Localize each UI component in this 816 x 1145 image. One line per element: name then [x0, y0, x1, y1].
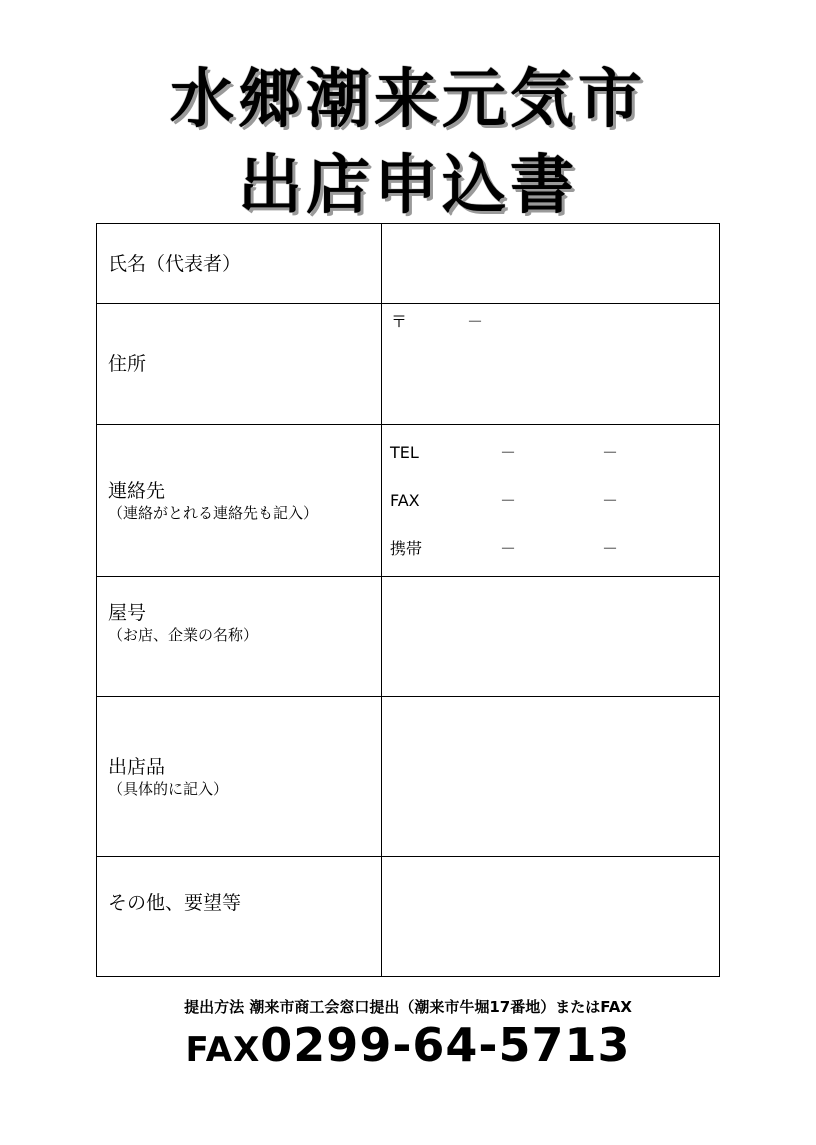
name-label-cell — [97, 224, 382, 304]
fax-number: 0299-64-5713 — [260, 1018, 631, 1072]
postal-dash: － — [467, 312, 484, 331]
tel-label: TEL — [390, 443, 419, 462]
contact-sublabel: （連絡がとれる連絡先も記入） — [108, 503, 319, 522]
shop-name-label-cell — [97, 577, 382, 697]
address-label-cell — [97, 304, 382, 425]
tel-dash-1: － — [500, 443, 517, 462]
postal-mark: 〒 — [391, 312, 408, 331]
address-label: 住所 — [108, 353, 147, 375]
other-label: その他、要望等 — [108, 892, 242, 914]
mobile-dash-2: － — [602, 539, 619, 558]
mobile-dash-1: － — [500, 539, 517, 558]
fax-prefix: FAX — [185, 1030, 261, 1070]
contact-label-cell — [97, 425, 382, 577]
address-input-cell[interactable] — [382, 304, 720, 425]
form-row-address — [97, 304, 720, 425]
submission-method: 提出方法 潮来市商工会窓口提出（潮来市牛堀17番地）またはFAX — [184, 998, 632, 1016]
products-label: 出店品 — [108, 755, 166, 778]
other-input-cell[interactable] — [382, 857, 720, 977]
mobile-label: 携帯 — [390, 539, 423, 558]
name-input-cell[interactable] — [382, 224, 720, 304]
contact-label: 連絡先 — [108, 479, 166, 502]
products-sublabel: （具体的に記入） — [108, 779, 229, 798]
products-label-cell — [97, 697, 382, 857]
title-line-2: 出店申込書 — [238, 149, 578, 223]
shop-name-sublabel: （お店、企業の名称） — [108, 626, 259, 644]
tel-dash-2: － — [602, 443, 619, 462]
form-row-name — [97, 224, 720, 304]
fax-dash-2: － — [602, 491, 619, 510]
shop-name-label: 屋号 — [108, 602, 147, 624]
shop-name-input-cell[interactable] — [382, 577, 720, 697]
products-input-cell[interactable] — [382, 697, 720, 857]
form-row-contact — [97, 425, 720, 577]
name-label: 氏名（代表者） — [108, 252, 242, 275]
fax-dash-1: － — [500, 491, 517, 510]
form-row-products — [97, 697, 720, 857]
form-row-shop-name — [97, 577, 720, 697]
other-label-cell — [97, 857, 382, 977]
contact-input-cell[interactable] — [382, 425, 720, 577]
application-form-table — [96, 223, 720, 977]
form-row-other — [97, 857, 720, 977]
fax-label: FAX — [390, 491, 420, 510]
title-line-1: 水郷潮来元気市 — [170, 63, 646, 137]
fax-number-line — [0, 1014, 816, 1081]
